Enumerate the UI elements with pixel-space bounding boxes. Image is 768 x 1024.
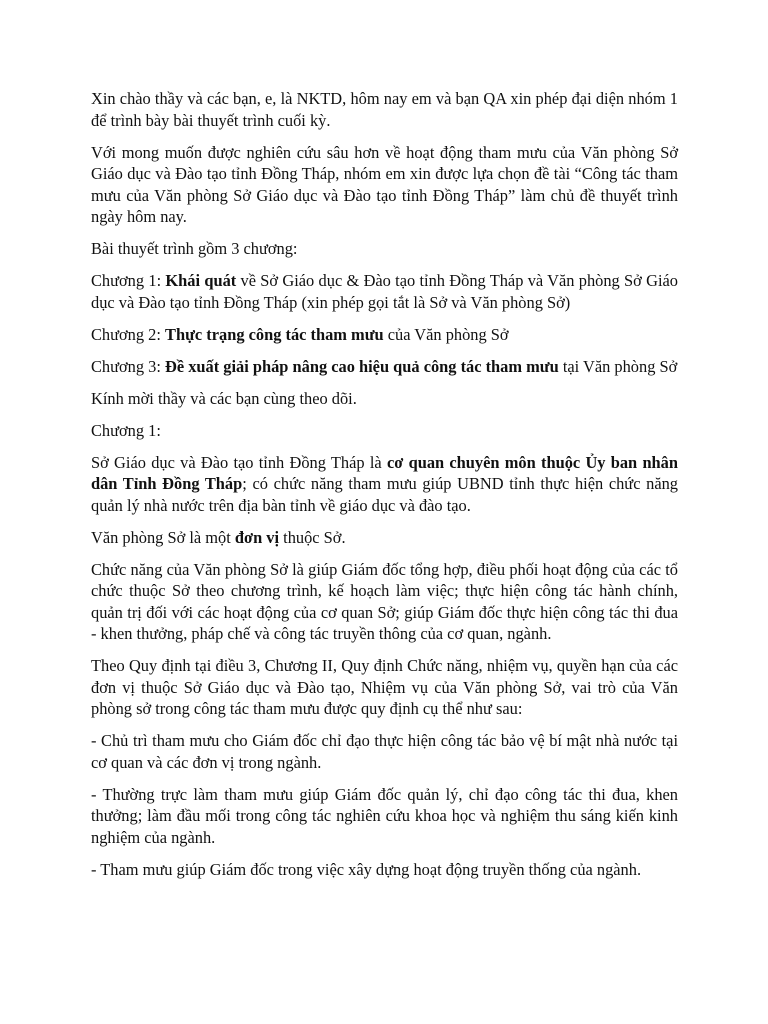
- paragraph-chapter-1: [91, 270, 678, 313]
- paragraph-regulation: [91, 655, 678, 720]
- text-segment: Sở Giáo dục và Đào tạo tỉnh Đồng Tháp là: [91, 452, 387, 472]
- text-segment: - Thường trực làm tham mưu giúp Giám đốc quản lý, chỉ đạo công tác thi đua, khen thưởng; làm đầu mối trong công tác nghiên cứu khoa học và nghiệm thu sáng kiến kinh nghiệm của ngành.: [91, 784, 678, 847]
- text-segment: Bài thuyết trình gồm 3 chương:: [91, 239, 298, 258]
- paragraph-chapter-1-heading: [91, 420, 678, 442]
- paragraph-invitation: [91, 388, 678, 410]
- list-item-emulation: [91, 784, 678, 849]
- bold-text: Thực trạng công tác tham mưu: [165, 324, 384, 344]
- text-segment: Với mong muốn được nghiên cứu sâu hơn về hoạt động tham mưu của Văn phòng Sở Giáo dục và Đào tạo tỉnh Đồng Tháp, nhóm em xin được lựa chọn đề tài “Công tác tham mưu của Văn phòng Sở Giáo dục và Đào tạo tỉnh Đồng Tháp” làm chủ đề thuyết trình ngày hôm nay.: [91, 142, 678, 226]
- paragraph-chapter-2: [91, 324, 678, 346]
- text-segment: ; có chức năng tham mưu giúp UBND tỉnh thực hiện chức năng quản lý nhà nước trên địa bàn tỉnh về giáo dục và đào tạo.: [91, 474, 678, 515]
- paragraph-outline-intro: [91, 238, 678, 260]
- paragraph-office-functions: [91, 559, 678, 645]
- bold-text: cơ quan chuyên môn thuộc Ủy ban nhân dân Tỉnh Đồng Tháp: [91, 452, 678, 493]
- text-segment: Chương 1:: [91, 420, 161, 440]
- text-segment: Văn phòng Sở là một: [91, 527, 235, 547]
- document-page: [91, 88, 678, 891]
- text-segment: - Chủ trì tham mưu cho Giám đốc chỉ đạo thực hiện công tác bảo vệ bí mật nhà nước tại cơ quan và các đơn vị trong ngành.: [91, 731, 678, 772]
- list-item-secrets: [91, 730, 678, 773]
- list-item-tradition: [91, 859, 678, 881]
- paragraph-greeting: [91, 88, 678, 131]
- text-segment: Theo Quy định tại điều 3, Chương II, Quy định Chức năng, nhiệm vụ, quyền hạn của các đơn vị thuộc Sở Giáo dục và Đào tạo, Nhiệm vụ của Văn phòng Sở, vai trò của Văn phòng sở trong công tác tham mưu được quy định cụ thể như sau:: [91, 656, 678, 718]
- text-segment: Kính mời thầy và các bạn cùng theo dõi.: [91, 388, 357, 408]
- text-segment: Chức năng của Văn phòng Sở là giúp Giám đốc tổng hợp, điều phối hoạt động của các tổ chức thuộc Sở theo chương trình, kế hoạch làm việc; thực hiện công tác hành chính, quản trị đối với các hoạt động của cơ quan Sở; giúp Giám đốc thực hiện công tác thi đua - khen thưởng, pháp chế và công tác truyền thông của cơ quan, ngành.: [91, 559, 678, 643]
- bold-text: đơn vị: [234, 527, 280, 547]
- bold-text: Khái quát: [165, 271, 237, 290]
- text-segment: về Sở Giáo dục & Đào tạo tỉnh Đồng Tháp và Văn phòng Sở Giáo dục và Đào tạo tỉnh Đồng Tháp (xin phép gọi tắt là Sở và Văn phòng Sở): [91, 271, 678, 312]
- text-segment: Xin chào thầy và các bạn, e, là NKTD, hôm nay em và bạn QA xin phép đại diện nhóm 1 để trình bày bài thuyết trình cuối kỳ.: [91, 89, 678, 130]
- paragraph-office-unit: [91, 527, 678, 549]
- paragraph-topic: [91, 142, 678, 228]
- text-segment: Chương 2:: [91, 324, 166, 344]
- paragraph-chapter-3: [91, 356, 678, 378]
- text-segment: Chương 3:: [91, 356, 166, 376]
- text-segment: Chương 1:: [91, 271, 166, 290]
- text-segment: tại Văn phòng Sở: [558, 356, 678, 376]
- bold-text: Đề xuất giải pháp nâng cao hiệu quả công tác tham mưu: [165, 356, 559, 376]
- text-segment: của Văn phòng Sở: [383, 324, 509, 344]
- paragraph-department-definition: [91, 452, 678, 517]
- text-segment: - Tham mưu giúp Giám đốc trong việc xây dựng hoạt động truyền thống của ngành.: [91, 859, 642, 879]
- text-segment: thuộc Sở.: [279, 527, 346, 547]
